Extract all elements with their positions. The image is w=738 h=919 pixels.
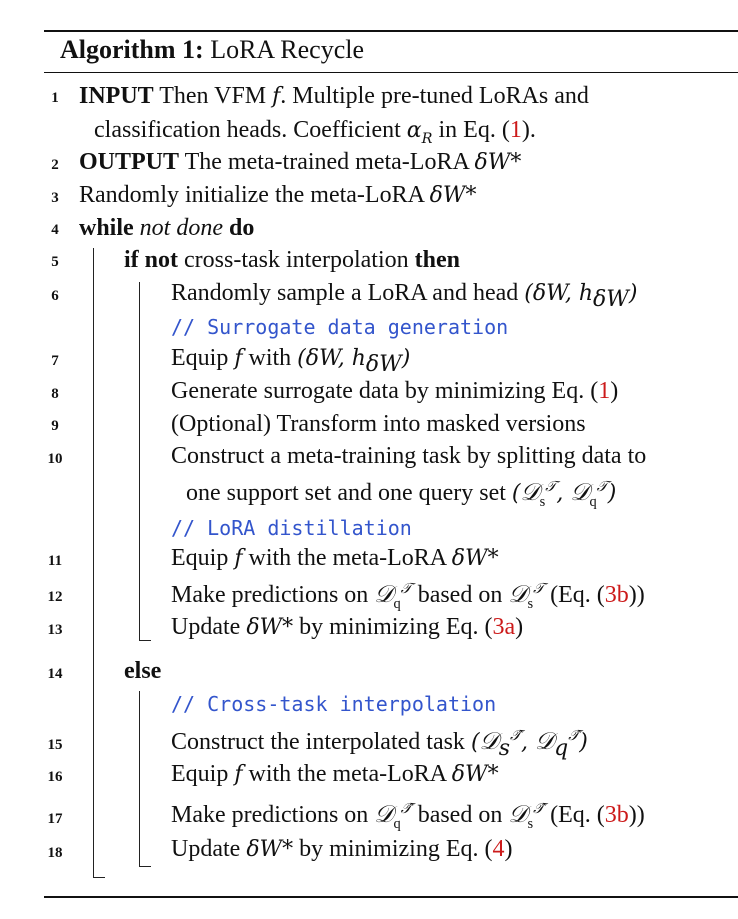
eq-ref-link[interactable]: 3b [604, 582, 629, 608]
while-block-end [93, 877, 105, 878]
while-block-bar [93, 248, 94, 878]
line-number: 4 [51, 222, 59, 238]
algo-line-6: Randomly sample a LoRA and head (δW, $h_{\delta W}$) [171, 280, 638, 312]
algo-line-5: if not cross-task interpolation then [124, 247, 460, 273]
algo-line-9: (Optional) Transform into masked versions [171, 411, 586, 437]
if-block-end [139, 640, 151, 641]
line-number: 3 [51, 190, 59, 206]
algo-line-11: Equip f with the meta-LoRA δW* [171, 545, 499, 571]
else-block-end [139, 866, 151, 867]
keyword: INPUT [79, 83, 154, 109]
algo-line-7: Equip f with (δW, $h_{\delta W}$) [171, 345, 411, 377]
algo-line-3: Randomly initialize the meta-LoRA δW* [79, 182, 477, 208]
comment-distillation: // LoRA distillation [171, 516, 412, 540]
line-number: 7 [51, 353, 59, 369]
line-number: 8 [51, 386, 59, 402]
algo-line-4: while not done do [79, 215, 255, 241]
title-rule [44, 72, 738, 73]
eq-ref-link[interactable]: 1 [509, 117, 522, 143]
eq-ref-link[interactable]: 3a [492, 614, 516, 640]
line-number: 9 [51, 418, 59, 434]
algo-line-15: Construct the interpolated task (𝒟$_s^{𝒯̂}$, 𝒟$_q^{𝒯̂}$) [171, 727, 588, 761]
line-number: 11 [47, 553, 63, 569]
eq-ref-link[interactable]: 4 [492, 836, 505, 862]
if-block-bar [139, 282, 140, 641]
algo-line-1: INPUT Then VFM f. Multiple pre-tuned LoRAs and [79, 83, 589, 109]
comment-cross-task: // Cross-task interpolation [171, 692, 497, 716]
line-number: 17 [47, 811, 63, 827]
line-number: 16 [47, 769, 63, 785]
line-number: 18 [47, 845, 63, 861]
else-block-bar [139, 691, 140, 867]
algorithm-title [60, 35, 364, 65]
line-number: 12 [47, 589, 63, 605]
eq-ref-link[interactable]: 3b [604, 802, 629, 828]
algo-line-2: OUTPUT The meta-trained meta-LoRA δW* [79, 149, 522, 175]
algo-line-17: Make predictions on 𝒟$_q^{𝒯̂}$ based on 𝒟$_s^{𝒯̂}$ (Eq. (3b)) [171, 800, 645, 832]
top-rule [44, 30, 738, 32]
algo-line-13: Update δW* by minimizing Eq. (3a) [171, 614, 524, 640]
algo-line-1-cont: classification heads. Coefficient $\alpha_R$ in Eq. (1). [94, 117, 536, 147]
line-number: 10 [47, 451, 63, 467]
algo-line-12: Make predictions on 𝒟$_q^𝒯$ based on 𝒟$_s^𝒯$ (Eq. (3b)) [171, 580, 645, 612]
line-number: 5 [51, 254, 59, 270]
line-number: 1 [51, 90, 59, 106]
algorithm-name: LoRA Recycle [210, 35, 364, 64]
algo-line-14: else [124, 658, 162, 684]
algo-line-18: Update δW* by minimizing Eq. (4) [171, 836, 513, 862]
eq-ref-link[interactable]: 1 [598, 378, 611, 404]
comment-surrogate: // Surrogate data generation [171, 315, 509, 339]
algo-line-16: Equip f with the meta-LoRA δW* [171, 761, 499, 787]
line-number: 15 [47, 737, 63, 753]
bottom-rule [44, 896, 738, 898]
algo-line-10-cont: one support set and one query set (𝒟$_s^𝒯$, 𝒟$_q^𝒯$) [186, 478, 617, 510]
line-number: 2 [51, 157, 59, 173]
algo-line-8: Generate surrogate data by minimizing Eq. (1) [171, 378, 619, 404]
algorithm-label: Algorithm 1: [60, 35, 204, 64]
line-number: 14 [47, 666, 63, 682]
line-number: 13 [47, 622, 63, 638]
algo-line-10: Construct a meta-training task by splitting data to [171, 443, 647, 469]
line-number: 6 [51, 288, 59, 304]
